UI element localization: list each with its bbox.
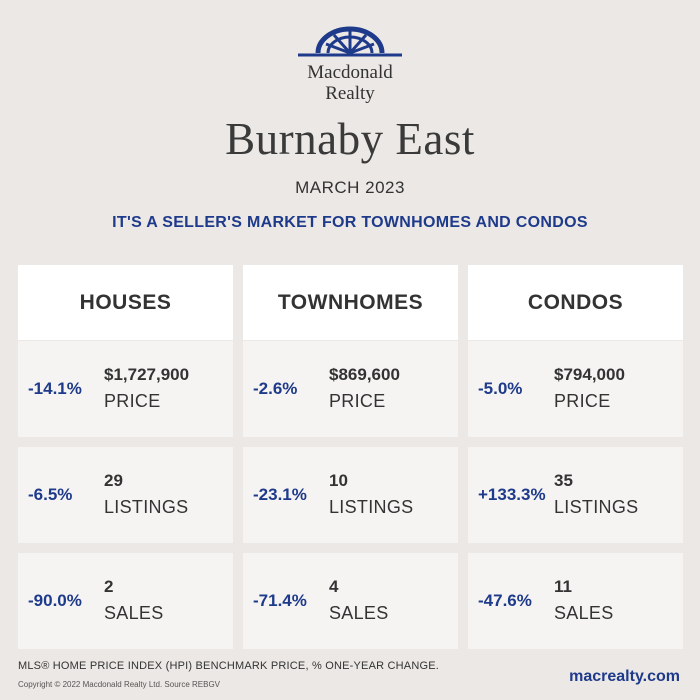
metric-value: $1,727,900 bbox=[104, 365, 190, 384]
listings-card bbox=[468, 447, 683, 543]
metric-value: 2 bbox=[104, 577, 114, 596]
metric-label: SALES bbox=[329, 603, 389, 623]
change-percent: +133.3% bbox=[478, 485, 546, 504]
metric-label: LISTINGS bbox=[554, 497, 639, 517]
listings-card bbox=[18, 447, 233, 543]
copyright: Copyright © 2022 Macdonald Realty Ltd. Source REBGV bbox=[18, 680, 220, 689]
metric-value: $794,000 bbox=[554, 365, 625, 384]
brand-name-line1: Macdonald bbox=[307, 62, 393, 83]
column-heading: TOWNHOMES bbox=[243, 265, 458, 340]
footnote: MLS® HOME PRICE INDEX (HPI) BENCHMARK PRICE, % ONE-YEAR CHANGE. bbox=[18, 660, 440, 672]
sales-card bbox=[243, 553, 458, 649]
houses-column bbox=[18, 265, 233, 623]
market-headline: IT'S A SELLER'S MARKET FOR TOWNHOMES AND CONDOS bbox=[112, 214, 588, 231]
website-link[interactable]: macrealty.com bbox=[569, 668, 680, 685]
change-percent: -14.1% bbox=[28, 379, 82, 398]
price-card bbox=[18, 341, 233, 437]
column-heading: CONDOS bbox=[468, 265, 683, 340]
townhomes-column bbox=[243, 265, 458, 623]
sunburst-logo-icon bbox=[298, 26, 402, 58]
change-percent: -47.6% bbox=[478, 591, 532, 610]
change-percent: -6.5% bbox=[28, 485, 73, 504]
column-heading: HOUSES bbox=[18, 265, 233, 340]
metric-value: $869,600 bbox=[329, 365, 400, 384]
listings-card bbox=[243, 447, 458, 543]
metric-value: 10 bbox=[329, 471, 348, 490]
sales-card bbox=[468, 553, 683, 649]
metric-value: 29 bbox=[104, 471, 123, 490]
metric-value: 35 bbox=[554, 471, 573, 490]
metric-label: LISTINGS bbox=[329, 497, 414, 517]
brand-name-line2: Realty bbox=[325, 83, 375, 104]
metric-label: PRICE bbox=[104, 391, 161, 411]
price-card bbox=[243, 341, 458, 437]
metric-label: LISTINGS bbox=[104, 497, 189, 517]
metric-label: SALES bbox=[554, 603, 614, 623]
metric-label: SALES bbox=[104, 603, 164, 623]
sales-card bbox=[18, 553, 233, 649]
metric-value: 4 bbox=[329, 577, 339, 596]
change-percent: -2.6% bbox=[253, 379, 298, 398]
change-percent: -71.4% bbox=[253, 591, 307, 610]
price-card bbox=[468, 341, 683, 437]
metric-label: PRICE bbox=[554, 391, 611, 411]
change-percent: -90.0% bbox=[28, 591, 82, 610]
brand-logo bbox=[0, 26, 700, 104]
metric-value: 11 bbox=[554, 577, 572, 596]
report-month: MARCH 2023 bbox=[295, 178, 405, 197]
change-percent: -5.0% bbox=[478, 379, 523, 398]
page-title: Burnaby East bbox=[225, 114, 475, 164]
condos-column bbox=[468, 265, 683, 623]
change-percent: -23.1% bbox=[253, 485, 307, 504]
metric-label: PRICE bbox=[329, 391, 386, 411]
